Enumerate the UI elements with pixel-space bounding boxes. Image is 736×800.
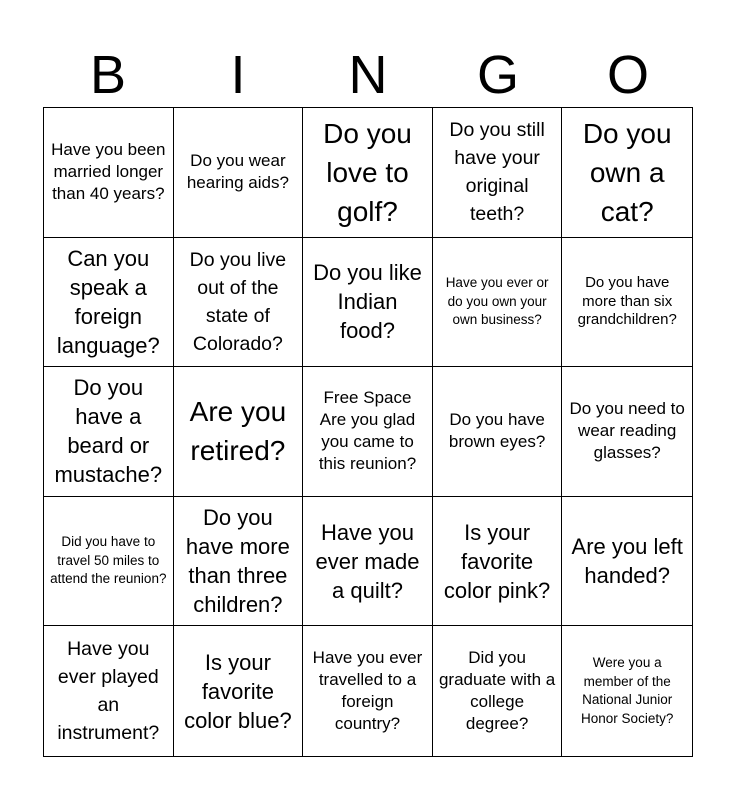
bingo-cell[interactable]: Is your favorite color pink? (433, 497, 563, 627)
bingo-cell[interactable]: Is your favorite color blue? (174, 626, 304, 756)
bingo-cell[interactable]: Were you a member of the National Junior Honor Society? (581, 655, 674, 726)
header-letter-o: O (606, 45, 649, 105)
bingo-cell[interactable]: Can you speak a foreign language? (44, 238, 174, 368)
bingo-cell[interactable]: Do you have a beard or mustache? (44, 367, 174, 497)
bingo-cell[interactable]: Do you own a cat? (562, 108, 692, 238)
bingo-cell[interactable]: Have you ever travelled to a foreign country? (303, 626, 433, 756)
header-letter-i: I (230, 45, 246, 105)
bingo-grid (43, 107, 693, 757)
bingo-cell[interactable]: Do you have brown eyes? (433, 367, 563, 497)
bingo-cell[interactable]: Have you ever or do you own your own business? (433, 238, 563, 368)
bingo-cell[interactable]: Do you need to wear reading glasses? (562, 367, 692, 497)
bingo-cell[interactable]: Do you wear hearing aids? (174, 108, 304, 238)
bingo-cell[interactable]: Do you still have your original teeth? (433, 108, 563, 238)
bingo-cell[interactable]: Do you have more than three children? (174, 497, 304, 627)
bingo-cell[interactable]: Are you retired? (174, 367, 304, 497)
bingo-cell[interactable]: Do you live out of the state of Colorado? (174, 238, 304, 368)
bingo-cell[interactable]: Do you like Indian food? (303, 238, 433, 368)
header-letter-g: G (476, 45, 519, 105)
bingo-cell[interactable]: Are you left handed? (562, 497, 692, 627)
bingo-cell[interactable]: Do you love to golf? (303, 108, 433, 238)
bingo-cell[interactable]: Have you ever played an instrument? (44, 626, 174, 756)
header-letter-b: B (89, 45, 127, 105)
bingo-cell[interactable]: Have you ever made a quilt? (303, 497, 433, 627)
bingo-header (43, 40, 693, 110)
bingo-cell[interactable]: Have you been married longer than 40 years? (44, 108, 174, 238)
bingo-cell[interactable]: Did you graduate with a college degree? (433, 626, 563, 756)
bingo-cell[interactable]: Do you have more than six grandchildren? (562, 238, 692, 368)
free-space-cell[interactable]: Free Space Are you glad you came to this reunion? (303, 367, 433, 497)
bingo-cell[interactable]: Did you have to travel 50 miles to attend the reunion? (44, 497, 174, 627)
header-letter-n: N (348, 45, 388, 105)
